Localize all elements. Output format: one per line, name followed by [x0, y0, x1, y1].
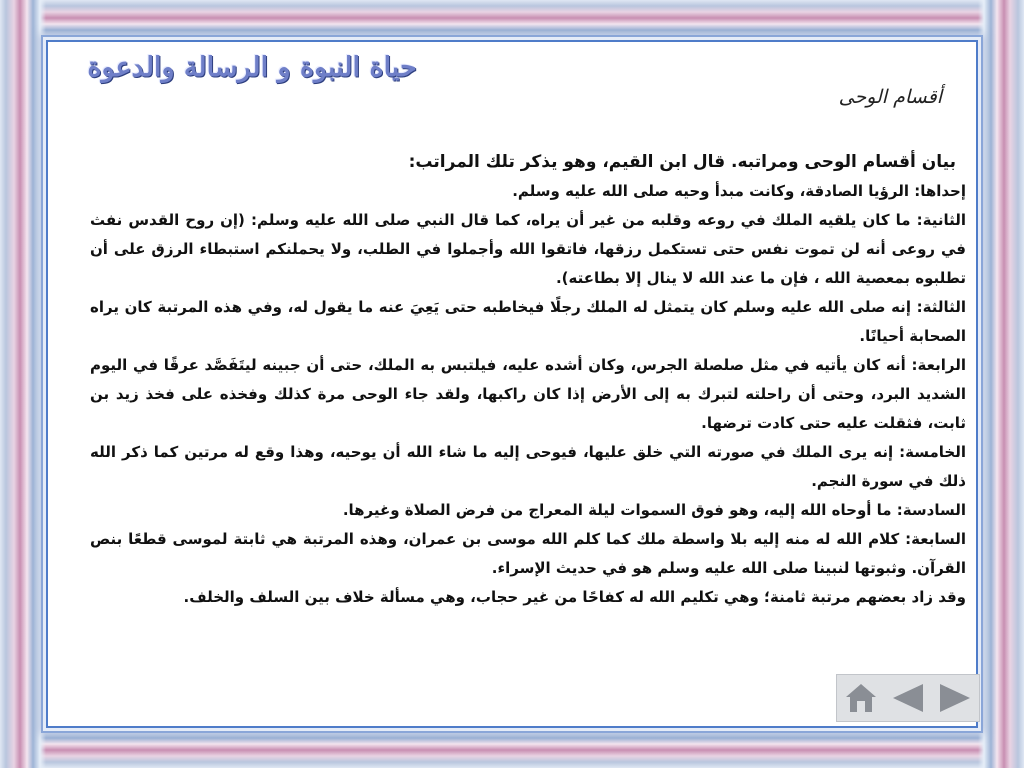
paragraph-rank-8: وقد زاد بعضهم مرتبة ثامنة؛ وهي تكليم الله له كفاحًا من غير حجاب، وهي مسألة خلاف بين السلف والخلف.	[183, 588, 966, 606]
paragraph-rank-5: الخامسة: إنه يرى الملك في صورته التي خلق عليها، فيوحى إليه ما شاء الله أن يوحيه، وهذا وقع له مرتين كما ذكر الله ذلك في سورة النجم.	[90, 443, 966, 490]
paragraph-rank-4: الرابعة: أنه كان يأتيه في مثل صلصلة الجرس، وكان أشده عليه، فيلتبس به الملك، حتى أن جبينه ليتَفَصَّد عرقًا في اليوم الشديد البرد، وحتى أن راحلته لتبرك به إلى الأرض إذا كان راكبها، ولقد جاء الوحى مرة كذلك وفخذه على فخذ زيد بن ثابت، فثقلت عليه حتى كادت ترضها.	[90, 356, 966, 432]
slide-navigation	[836, 674, 980, 722]
paragraph-rank-7: السابعة: كلام الله له منه إليه بلا واسطة ملك كما كلم الله موسى بن عمران، وهذه المرتبة هي ثابتة لموسى قطعًا بنص القرآن. وثبوتها لنبينا صلى الله عليه وسلم هو في حديث الإسراء.	[90, 530, 966, 577]
slide-title: حياة النبوة و الرسالة والدعوة	[87, 52, 417, 83]
paragraph-rank-2: الثانية: ما كان يلقيه الملك في روعه وقلبه من غير أن يراه، كما قال النبي صلى الله عليه وسلم: (إن روح القدس نفث في روعى أنه لن تموت نفس حتى تستكمل رزقها، فاتقوا الله وأجملوا في الطلب، ولا يحملنكم استبطاء الرزق على أن تطلبوه بمعصية الله ، فإن ما عند الله لا ينال إلا بطاعته).	[90, 211, 966, 287]
section-heading: أقسام الوحى	[838, 86, 942, 108]
paragraph-rank-3: الثالثة: إنه صلى الله عليه وسلم كان يتمثل له الملك رجلًا فيخاطبه حتى يَعِيَ عنه ما يقول له، وفي هذه المرتبة كان يراه الصحابة أحيانًا.	[90, 298, 966, 345]
arrow-left-icon	[890, 681, 926, 715]
paragraph-rank-1: إحداها: الرؤيا الصادقة، وكانت مبدأ وحيه صلى الله عليه وسلم.	[512, 182, 966, 200]
home-button[interactable]	[841, 679, 881, 717]
slide-body	[90, 148, 966, 678]
paragraph-rank-6: السادسة: ما أوحاه الله إليه، وهو فوق السموات ليلة المعراج من فرض الصلاة وغيرها.	[342, 501, 966, 519]
next-slide-button[interactable]	[935, 679, 975, 717]
intro-paragraph: بيان أقسام الوحى ومراتبه. قال ابن القيم، وهو يذكر تلك المراتب:	[408, 152, 956, 172]
home-icon	[843, 681, 879, 715]
arrow-right-icon	[937, 681, 973, 715]
previous-slide-button[interactable]	[888, 679, 928, 717]
